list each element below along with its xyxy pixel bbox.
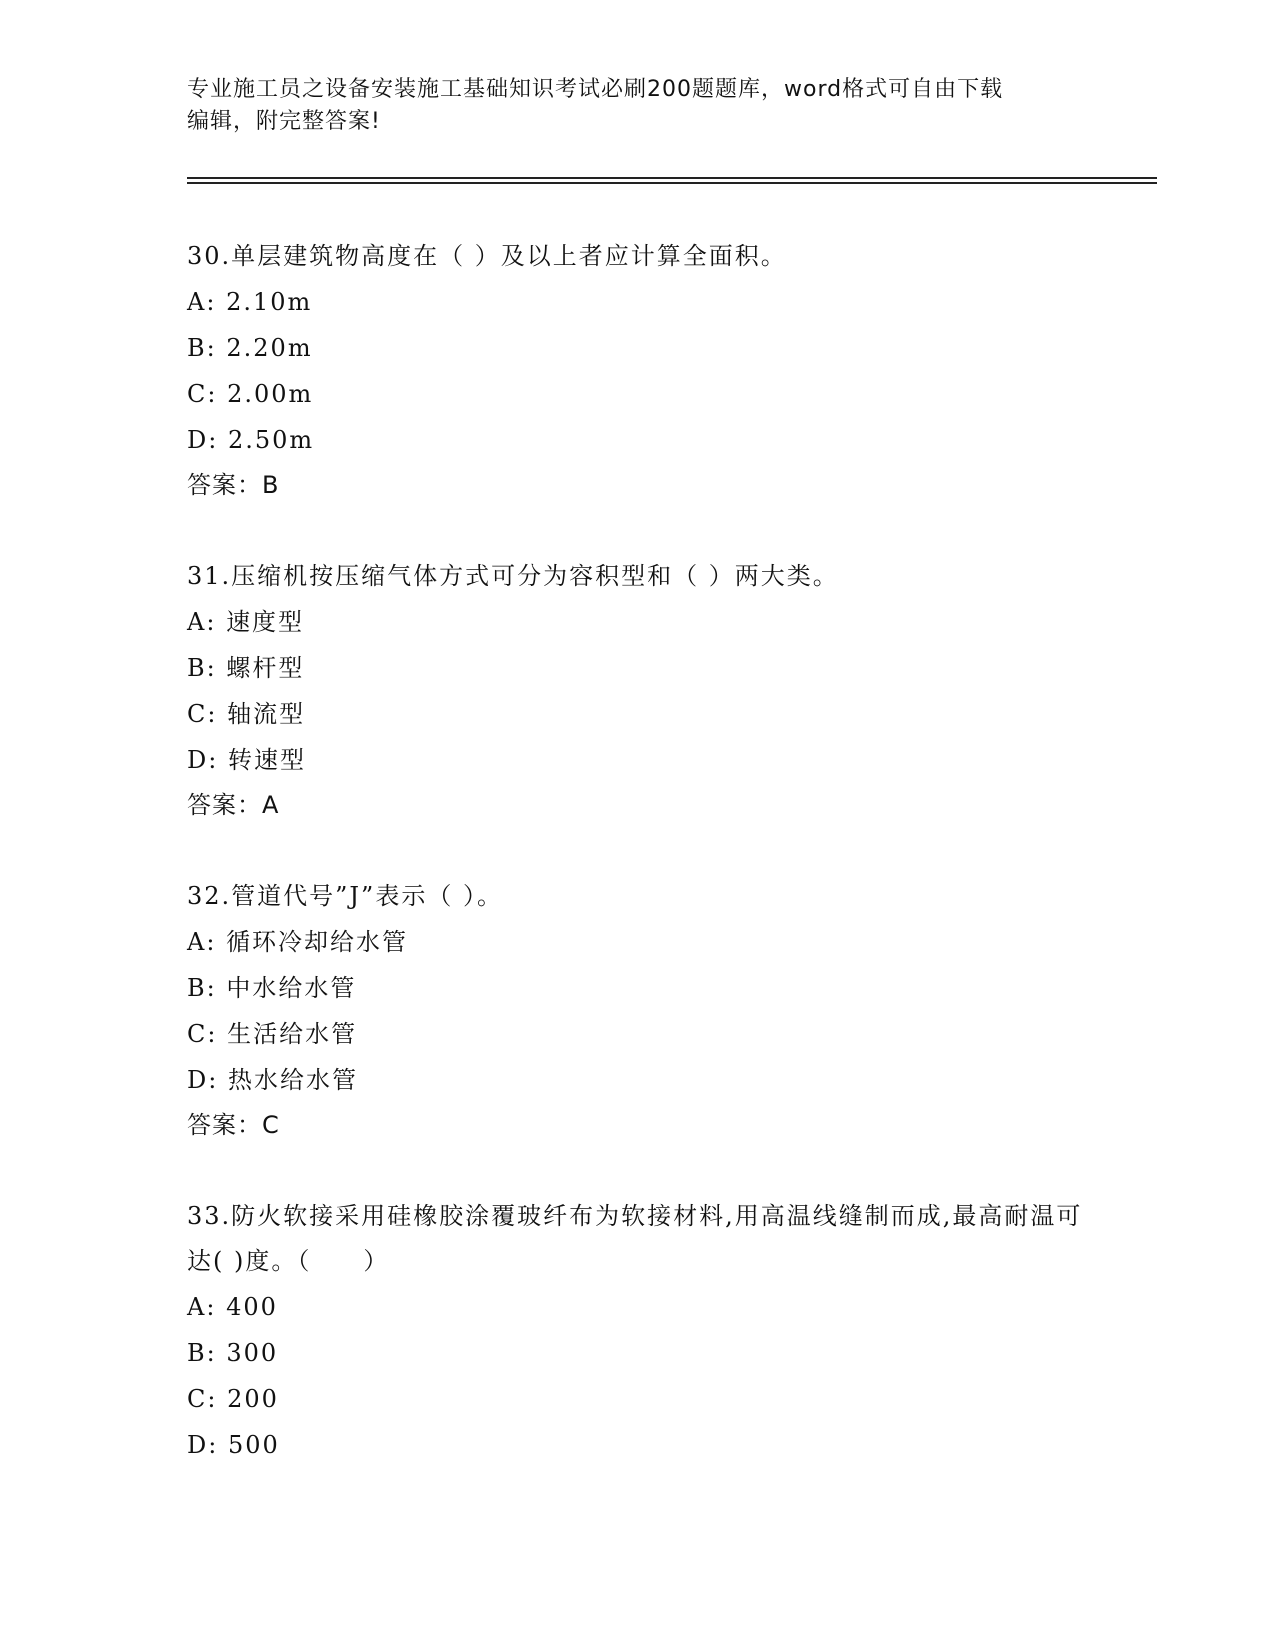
question-stem: 30.单层建筑物高度在（ ）及以上者应计算全面积。 [187,242,787,270]
option-c [187,1376,1087,1422]
option-label: D: [187,426,219,454]
header-title-line-1: 专业施工员之设备安装施工基础知识考试必刷200题题库，word格式可自由下载 [187,77,1004,102]
option-label: A: [187,288,217,316]
option-label: A: [187,1293,217,1321]
option-label: A: [187,608,217,636]
option-text: 热水给水管 [227,1066,358,1094]
option-label: A: [187,928,217,956]
option-text: 中水给水管 [226,974,357,1002]
option-label: B: [187,974,217,1002]
option-b [187,965,1087,1011]
answer: 答案：A [187,791,280,819]
option-text: 螺杆型 [226,654,305,682]
option-label: C: [187,700,218,728]
option-text: 300 [226,1339,279,1367]
header-title-line-2: 编辑，附完整答案! [187,109,381,134]
option-text: 循环冷却给水管 [226,928,409,956]
option-label: B: [187,654,217,682]
header-divider-top [187,177,1157,179]
option-text: 2.00m [227,380,314,408]
option-a [187,919,1087,965]
option-d [187,737,1087,783]
question-stem: 32.管道代号”J”表示（ ）。 [187,882,503,910]
option-text: 转速型 [227,746,306,774]
option-label: C: [187,1385,218,1413]
answer: 答案：B [187,471,280,499]
question-stem: 31.压缩机按压缩气体方式可分为容积型和（ ）两大类。 [187,562,839,590]
question-31 [187,554,1087,827]
option-d [187,417,1087,463]
option-d [187,1422,1087,1468]
option-text: 轴流型 [227,700,306,728]
option-label: D: [187,1431,219,1459]
option-c [187,1011,1087,1057]
option-text: 生活给水管 [227,1020,358,1048]
option-label: D: [187,1066,219,1094]
option-a [187,1284,1087,1330]
document-header [187,74,1087,138]
option-text: 2.50m [227,426,315,454]
question-33 [187,1194,1087,1468]
option-c [187,371,1087,417]
option-text: 500 [227,1431,280,1459]
option-text: 200 [227,1385,279,1413]
option-label: C: [187,380,218,408]
option-a [187,599,1087,645]
option-text: 400 [226,1293,278,1321]
question-stem: 33.防火软接采用硅橡胶涂覆玻纤布为软接材料,用高温线缝制而成,最高耐温可达( )度。（ ） [187,1202,1083,1275]
option-b [187,325,1087,371]
option-b [187,645,1087,691]
option-text: 2.10m [226,288,313,316]
option-label: B: [187,1339,217,1367]
header-divider-bottom [187,182,1157,184]
option-text: 2.20m [226,334,313,362]
question-32 [187,874,1087,1147]
answer: 答案：C [187,1111,280,1139]
option-a [187,279,1087,325]
option-text: 速度型 [226,608,305,636]
question-30 [187,234,1087,507]
option-c [187,691,1087,737]
option-label: C: [187,1020,218,1048]
option-label: D: [187,746,219,774]
option-b [187,1330,1087,1376]
option-label: B: [187,334,217,362]
option-d [187,1057,1087,1103]
